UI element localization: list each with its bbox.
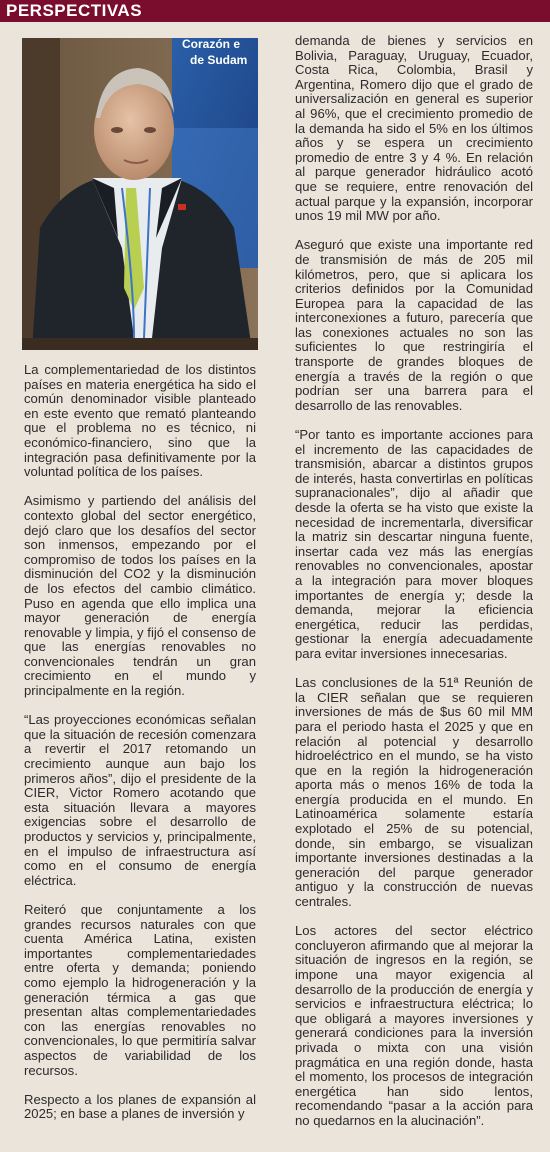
paragraph: “Por tanto es importante acciones para el incremento de las capacidades de transmisión, abarcar a distintos grupos de interés, hasta convertirlas en políticas supranacionales”, dijo al añadir que desde la oferta se ha visto que existe la necesidad de incrementarla, diversificar la matriz sin descartar ninguna fuente, insertar cada vez más las energías renovables no convencionales, apostar a la integración para mover bloques importantes de energía y; desde la demanda, mejorar la eficiencia energética, reducir las perdidas, gestionar la energía adecuadamente para evitar inversiones innecesarias. [295,427,533,661]
section-header-bar [0,0,550,22]
paragraph: demanda de bienes y servicios en Bolivia, Paraguay, Uruguay, Ecuador, Costa Rica, Colombia, Brasil y Argentina, Romero dijo que el grado de universalización en general es superior al 96%, que el crecimiento promedio de la demanda ha sido el 5% en los últimos años y se espera un crecimiento promedio de entre 3 y 4 %. En relación al parque generador hidráulico acotó que se requiere, entre renovación del actual parque y la expansión, incorporar unos 19 mil MW por año. [295,33,533,224]
paragraph: Asimismo y partiendo del análisis del contexto global del sector energético, dejó claro que los desafíos del sector son inmensos, empezando por el compromiso de todos los países en la disminución del CO2 y la disminución de los efectos del cambio climático. Puso en agenda que ello implica una mayor generación de energía renovable y limpia, y fijó el consenso de que las energías renovables no convencionales tendrán un gran crecimiento en el mundo y principalmente en la región. [24,493,256,699]
section-label: PERSPECTIVAS [6,1,143,20]
left-text-column [24,363,256,1136]
banner-text-line2: de Sudam [190,53,248,67]
paragraph: Los actores del sector eléctrico concluyeron afirmando que al mejorar la situación de ingresos en la región, se impone una mayor exigencia al desarrollo de la producción de energía y servicios e infraestructura eléctrica; lo que obligará a mayores inversiones y generará condiciones para la inversión privada o mixta con una visión pragmática en una región donde, hasta el momento, los procesos de integración energética han sido lentos, recomendando “pasar a la acción para no quedarnos en la alucinación”. [295,923,533,1128]
paragraph: Respecto a los planes de expansión al 2025; en base a planes de inversión y [24,1091,256,1122]
paragraph: La complementariedad de los distintos países en materia energética ha sido el común denominador visible planteado en este evento que remató planteando que el problema no es técnico, ni económico-financiero, sino que la integración pasa definitivamente por la voluntad política de los países. [24,362,256,480]
speaker-photo [22,38,258,350]
banner-text-line1: Corazón e [182,38,241,51]
paragraph: Las conclusiones de la 51ª Reunión de la CIER señalan que se requieren inversiones de más de $us 60 mil MM para el periodo hasta el 2025 y que en relación al potencial y desarrollo hidroeléctrico en el mundo, se ha visto que en la región la hidrogeneración aporta más o menos 16% de toda la energía producida en el mundo. En Latinoamérica solamente estaría explotado el 25% de su potencial, donde, sin embargo, se visualizan importante inversiones destinadas a la generación del parque generador antiguo y la construcción de nuevas centrales. [295,675,533,910]
paragraph: Aseguró que existe una importante red de transmisión de más de 205 mil kilómetros, pero, que si aplicara los criterios definidos por la Comunidad Europea para la capacidad de las interconexiones a futuro, parecería que las conexiones actuales no son las suficientes lo que restringiría el transporte de grandes bloques de energía a través de la región o que podrían ser una barrera para el desarrollo de las renovables. [295,237,533,413]
right-text-column [295,34,533,1143]
paragraph: Reiteró que conjuntamente a los grandes recursos naturales con que cuenta América Latina, existen importantes complementariedades entre oferta y demanda; poniendo como ejemplo la hidrogeneración y la generación térmica a gas que presentan altas complementariedades con las energías renovables no convencionales, lo que permitiría salvar aspectos de variabilidad de los recursos. [24,901,256,1078]
paragraph: “Las proyecciones económicas señalan que la situación de recesión comenzara a revertir el 2017 retomando un crecimiento aunque aun bajo los primeros años”, dijo el presidente de la CIER, Victor Romero acotando que esta situación llevara a mayores exigencias sobre el desarrollo de productos y servicios y, principalmente, en el impulso de infraestructura así como en el consumo de energía eléctrica. [24,712,256,888]
